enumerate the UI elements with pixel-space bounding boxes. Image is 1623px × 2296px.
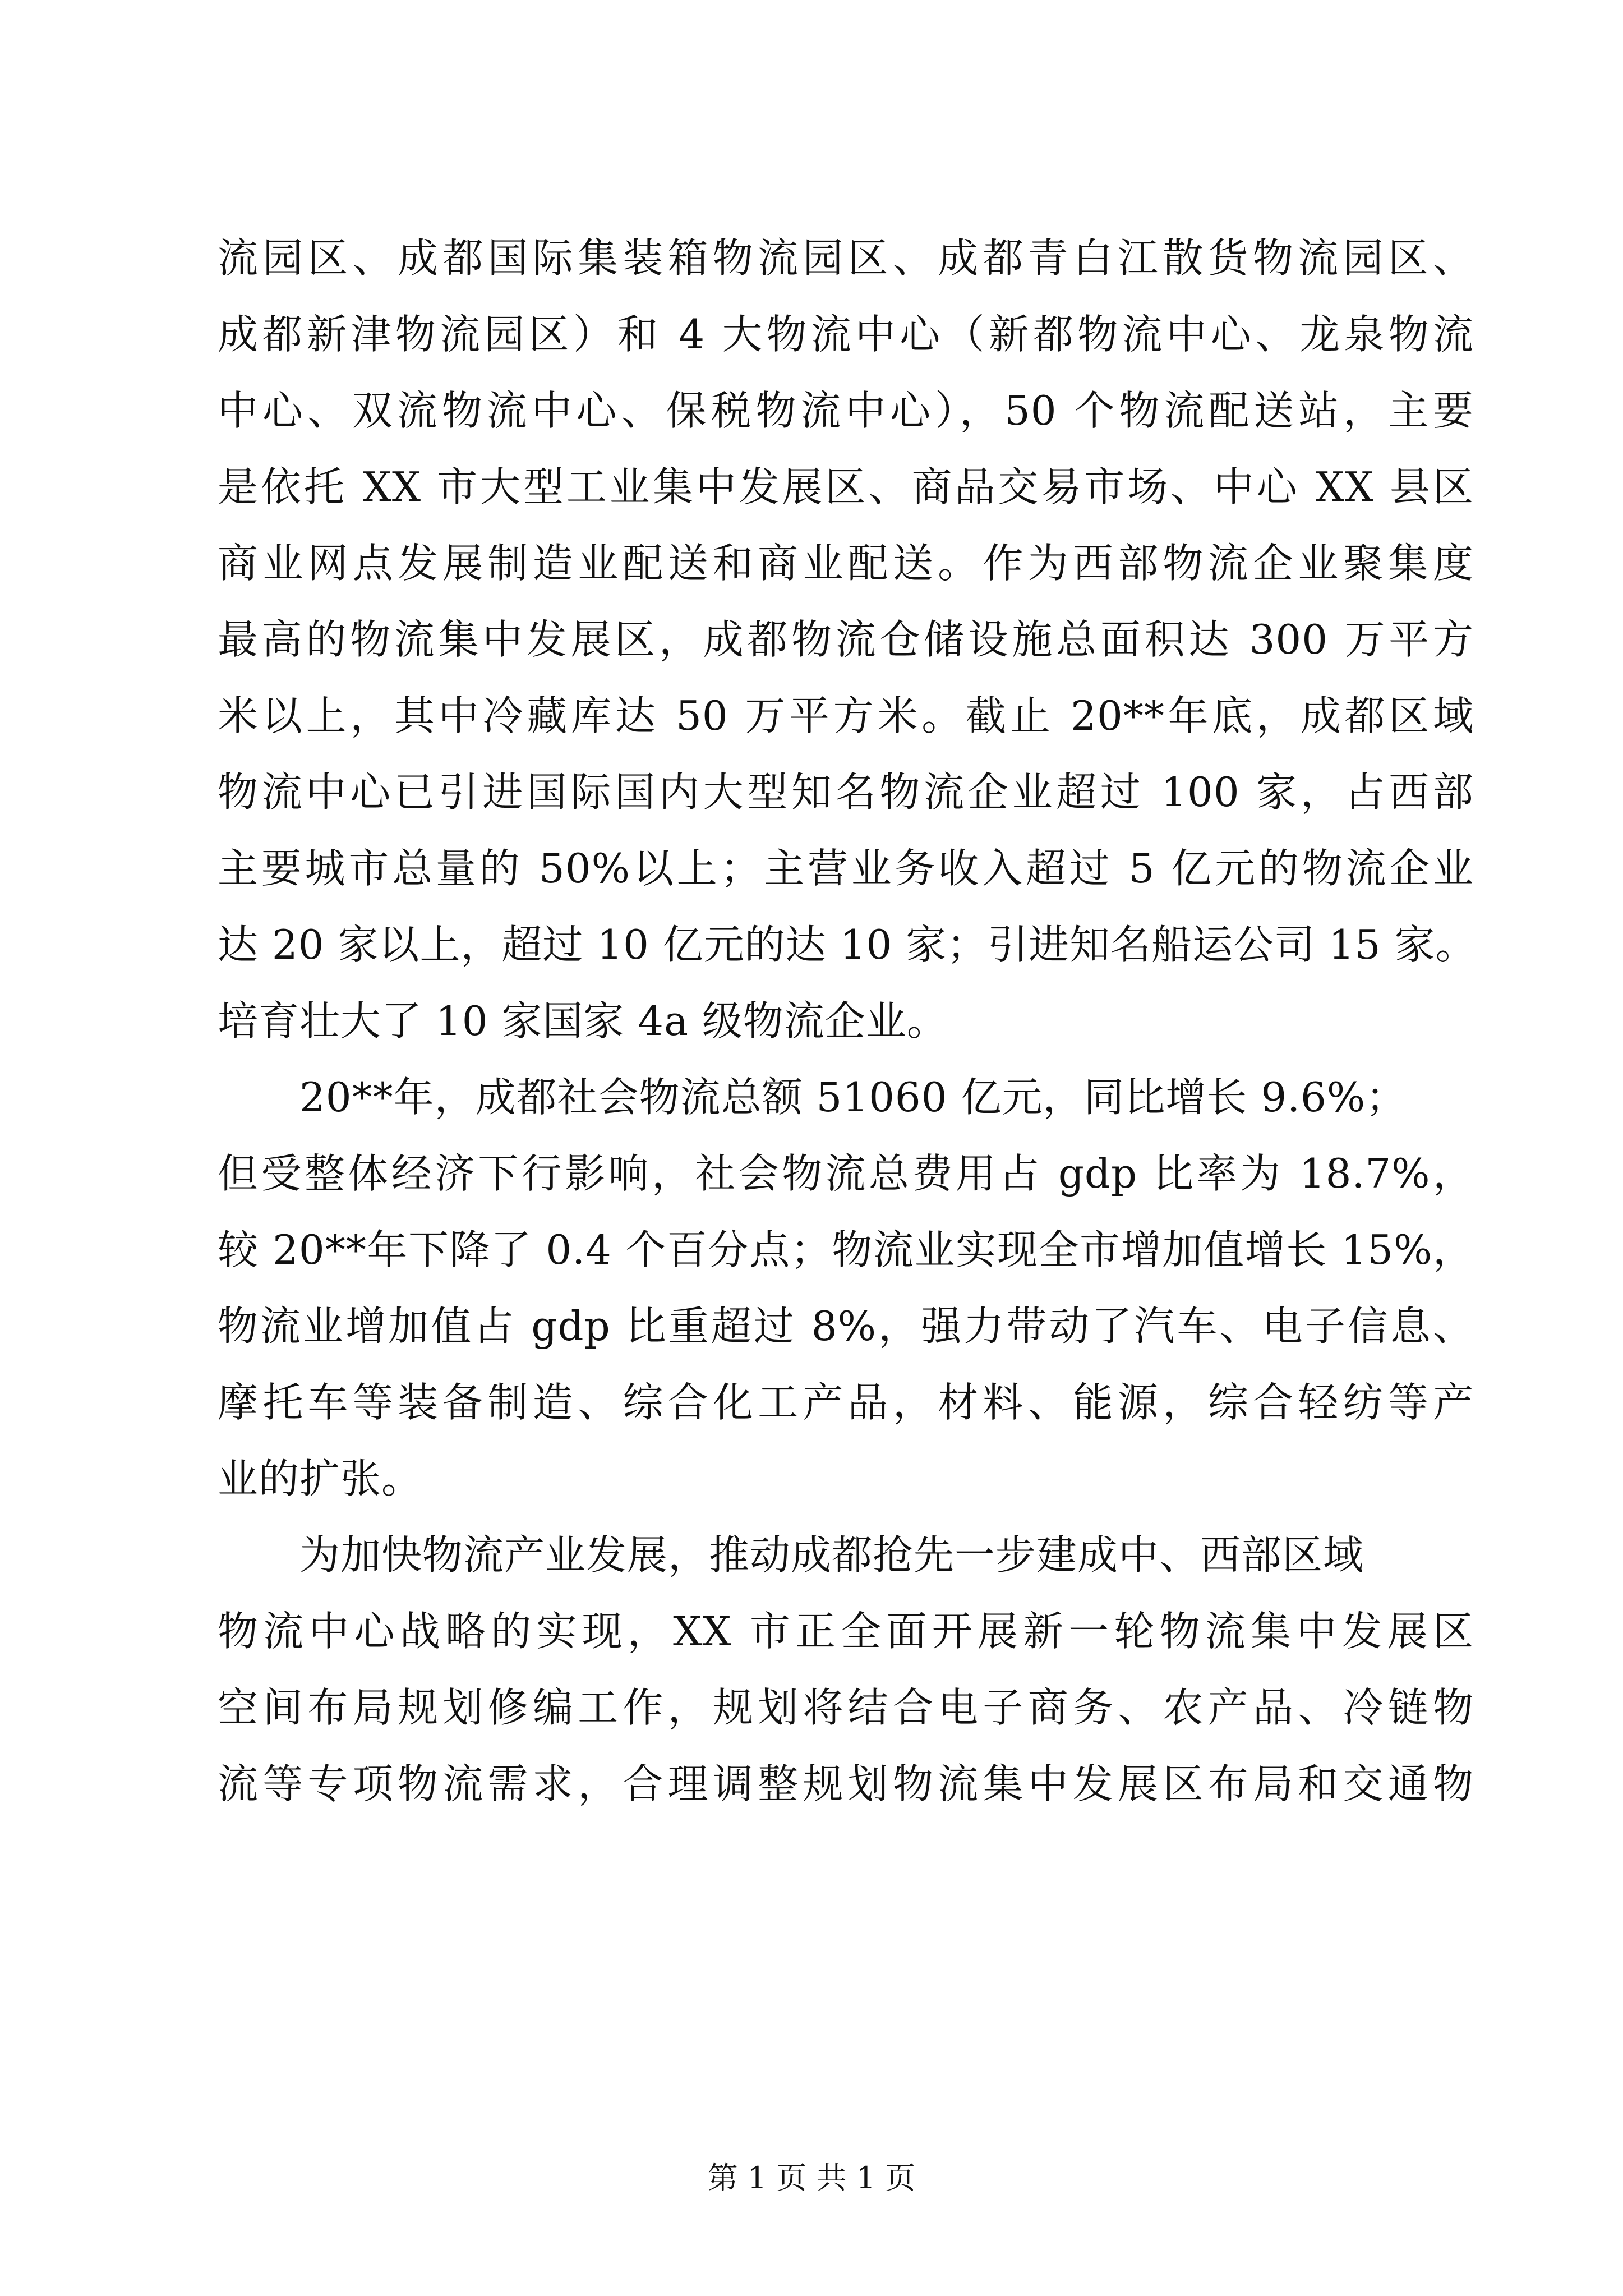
text-line: 空间布局规划修编工作，规划将结合电子商务、农产品、冷链物 bbox=[218, 1684, 1474, 1731]
text-line: 米以上，其中冷藏库达 50 万平方米。截止 20**年底，成都区域 bbox=[218, 692, 1474, 739]
text-line-paragraph-end: 业的扩张。 bbox=[218, 1455, 423, 1502]
body-text bbox=[218, 220, 1477, 1822]
text-line: 中心、双流物流中心、保税物流中心），50 个物流配送站，主要 bbox=[218, 387, 1474, 434]
text-line: 较 20**年下降了 0.4 个百分点；物流业实现全市增加值增长 15%， bbox=[218, 1226, 1474, 1273]
text-line: 物流中心已引进国际国内大型知名物流企业超过 100 家，占西部 bbox=[218, 769, 1474, 816]
text-line: 达 20 家以上，超过 10 亿元的达 10 家；引进知名船运公司 15 家。 bbox=[218, 921, 1477, 968]
text-line-paragraph-start: 为加快物流产业发展，推动成都抢先一步建成中、西部区域 bbox=[299, 1531, 1364, 1579]
text-line: 流园区、成都国际集装箱物流园区、成都青白江散货物流园区、 bbox=[218, 234, 1474, 282]
text-line: 成都新津物流园区）和 4 大物流中心（新都物流中心、龙泉物流 bbox=[218, 311, 1474, 358]
text-line: 主要城市总量的 50%以上；主营业务收入超过 5 亿元的物流企业 bbox=[218, 845, 1474, 892]
text-line: 商业网点发展制造业配送和商业配送。作为西部物流企业聚集度 bbox=[218, 540, 1474, 587]
text-line: 但受整体经济下行影响，社会物流总费用占 gdp 比率为 18.7%， bbox=[218, 1150, 1474, 1197]
text-line: 物流业增加值占 gdp 比重超过 8%，强力带动了汽车、电子信息、 bbox=[218, 1303, 1474, 1350]
text-line: 最高的物流集中发展区，成都物流仓储设施总面积达 300 万平方 bbox=[218, 616, 1474, 663]
text-line: 是依托 XX 市大型工业集中发展区、商品交易市场、中心 XX 县区 bbox=[218, 463, 1474, 510]
text-line: 物流中心战略的实现，XX 市正全面开展新一轮物流集中发展区 bbox=[218, 1608, 1474, 1655]
text-line: 摩托车等装备制造、综合化工产品，材料、能源，综合轻纺等产 bbox=[218, 1379, 1474, 1426]
text-line: 流等专项物流需求，合理调整规划物流集中发展区布局和交通物 bbox=[218, 1760, 1474, 1807]
page-number-footer: 第 1 页 共 1 页 bbox=[707, 2160, 916, 2196]
text-line-paragraph-start: 20**年，成都社会物流总额 51060 亿元，同比增长 9.6%； bbox=[299, 1074, 1407, 1121]
text-line-paragraph-end: 培育壮大了 10 家国家 4a 级物流企业。 bbox=[218, 997, 948, 1045]
